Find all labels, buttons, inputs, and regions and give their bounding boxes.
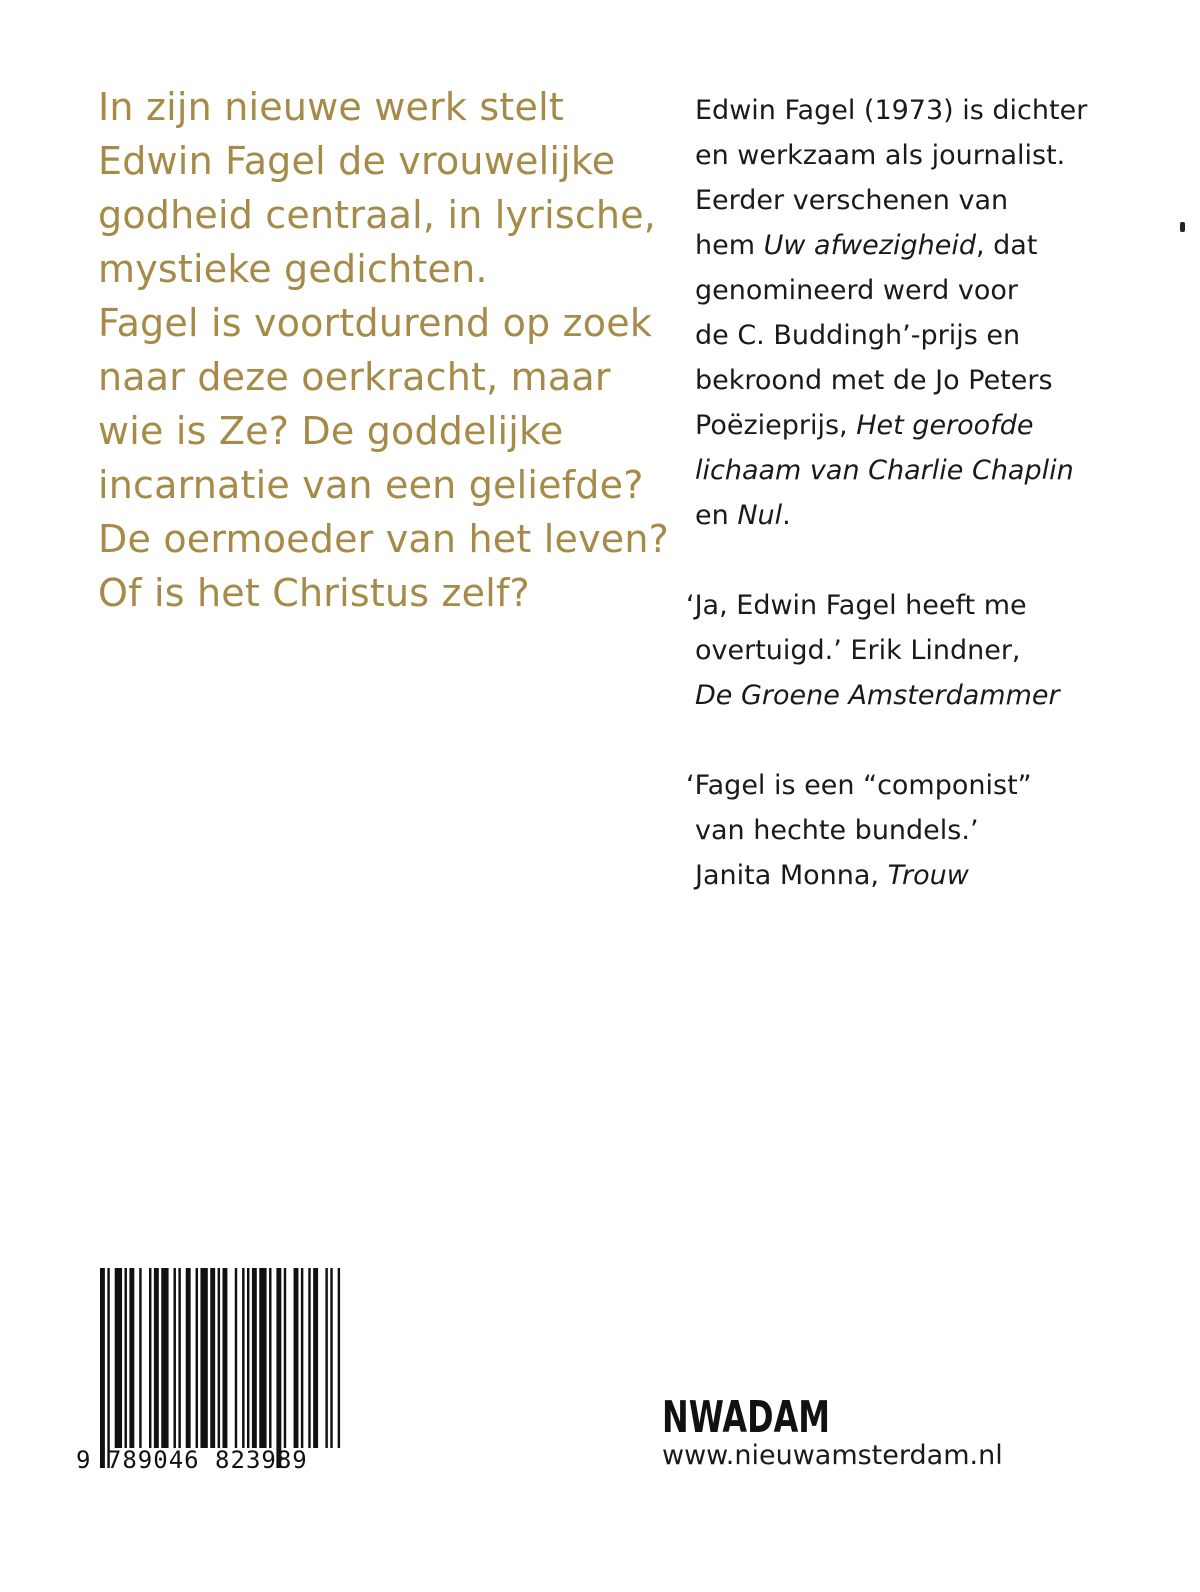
- blurb-text: [98, 80, 678, 620]
- author-bio: [695, 88, 1165, 538]
- barcode-bar: [294, 1268, 299, 1448]
- barcode-bar: [210, 1268, 215, 1448]
- bio-line: en werkzaam als journalist.: [695, 140, 1066, 171]
- publication-name: De Groene Amsterdammer: [695, 680, 1060, 711]
- bio-text: en: [695, 500, 738, 531]
- book-title: Uw afwezigheid: [763, 230, 976, 261]
- book-title: lichaam van Charlie Chaplin: [695, 455, 1074, 486]
- barcode-bar: [269, 1268, 271, 1448]
- blurb-line: In zijn nieuwe werk stelt: [98, 85, 564, 129]
- reviewer-name: Janita Monna,: [695, 860, 888, 891]
- bio-text: Poëzieprijs,: [695, 410, 857, 441]
- publication-name: Trouw: [887, 860, 969, 891]
- barcode-bar: [308, 1268, 310, 1448]
- blurb-line: Edwin Fagel de vrouwelijke: [98, 139, 616, 183]
- barcode-bar: [325, 1268, 327, 1448]
- bio-text: .: [782, 500, 791, 531]
- bio-line: [695, 403, 1165, 448]
- barcode-bar: [100, 1268, 105, 1468]
- bio-line: [695, 493, 1165, 538]
- barcode-bar: [161, 1268, 168, 1448]
- quote-line: van hechte bundels.’: [695, 815, 979, 846]
- blurb-line: incarnatie van een geliefde?: [98, 463, 644, 507]
- blurb-line: naar deze oerkracht, maar: [98, 355, 611, 399]
- review-quote: [686, 583, 1166, 718]
- blurb-line: Of is het Christus zelf?: [98, 571, 530, 615]
- publisher-logo: [662, 1392, 832, 1443]
- book-title: Het geroofde: [856, 410, 1034, 441]
- bio-text: hem: [695, 230, 764, 261]
- barcode-bar: [223, 1268, 228, 1448]
- bio-line: Eerder verschenen van: [695, 185, 1009, 216]
- blurb-line: Fagel is voortdurend op zoek: [98, 301, 653, 345]
- edge-mark: [1180, 222, 1185, 232]
- blurb-line: mystieke gedichten.: [98, 247, 488, 291]
- bio-line: de C. Buddingh’-prijs en: [695, 320, 1021, 351]
- publisher-website: www.nieuwamsterdam.nl: [662, 1440, 1003, 1471]
- barcode-bar: [174, 1268, 176, 1448]
- barcode-bar: [218, 1268, 220, 1448]
- barcode-bar: [186, 1268, 191, 1448]
- barcode-bar: [149, 1268, 151, 1448]
- quote-source: [686, 853, 1166, 898]
- review-quote: [686, 763, 1166, 898]
- barcode-bar: [330, 1268, 332, 1448]
- quote-line: ‘Ja, Edwin Fagel heeft me: [686, 590, 1027, 621]
- quote-line: ‘Fagel is een “componist”: [686, 770, 1032, 801]
- blurb-line: godheid centraal, in lyrische,: [98, 193, 657, 237]
- bio-line: genomineerd werd voor: [695, 275, 1019, 306]
- blurb-line: De oermoeder van het leven?: [98, 517, 669, 561]
- publisher-logo-text: NWADAM: [662, 1392, 830, 1443]
- barcode-bar: [235, 1268, 237, 1448]
- barcode-bar: [115, 1268, 122, 1448]
- barcode-bar: [259, 1268, 266, 1448]
- barcode-bar: [125, 1268, 127, 1448]
- barcode-bar: [107, 1268, 109, 1468]
- barcode-bar: [338, 1268, 340, 1448]
- blurb-line: wie is Ze? De goddelijke: [98, 409, 564, 453]
- barcode-bar: [139, 1268, 141, 1448]
- bio-line: [695, 223, 1165, 268]
- barcode-bar: [200, 1268, 207, 1448]
- barcode-bar: [276, 1268, 281, 1468]
- barcode-bar: [301, 1268, 303, 1448]
- barcode-bar: [129, 1268, 134, 1448]
- book-title: Nul: [737, 500, 783, 531]
- quote-line: overtuigd.’ Erik Lindner,: [695, 635, 1021, 666]
- bio-line: [695, 448, 1165, 493]
- bio-text: , dat: [975, 230, 1038, 261]
- barcode-bar: [252, 1268, 257, 1448]
- isbn-number: 9 789046 823989: [76, 1446, 308, 1474]
- barcode-bar: [247, 1268, 249, 1448]
- bio-line: bekroond met de Jo Peters: [695, 365, 1053, 396]
- barcode-bar: [284, 1268, 286, 1448]
- barcode-bar: [196, 1268, 198, 1448]
- quote-source: [686, 673, 1166, 718]
- barcode-bar: [313, 1268, 318, 1448]
- bio-line: Edwin Fagel (1973) is dichter: [695, 95, 1088, 126]
- barcode-bar: [178, 1268, 180, 1448]
- barcode-bar: [154, 1268, 159, 1448]
- barcode-bar: [242, 1268, 244, 1448]
